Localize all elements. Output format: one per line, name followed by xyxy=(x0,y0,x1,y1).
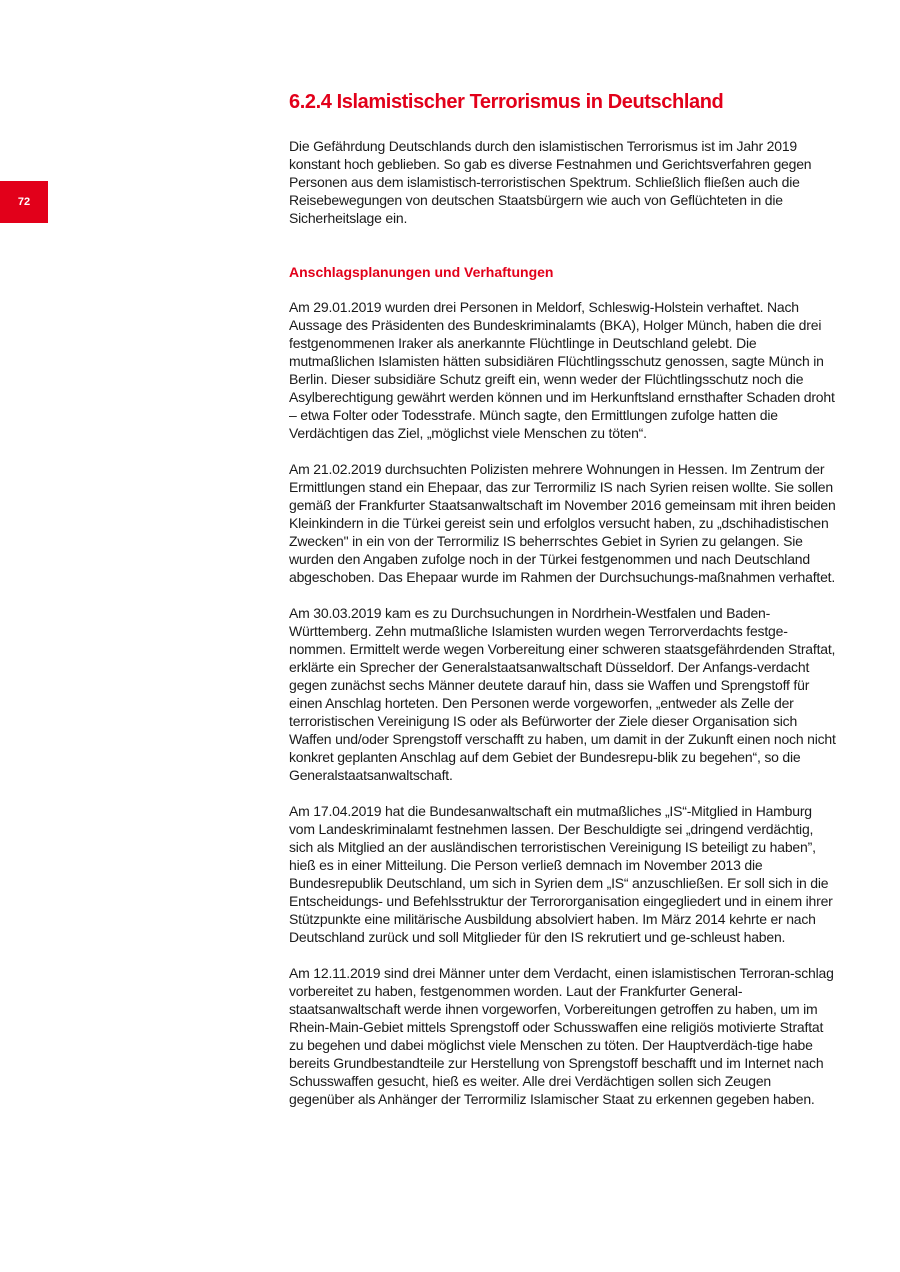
paragraph-search-hessen: Am 21.02.2019 durchsuchten Polizisten mehrere Wohnungen in Hessen. Im Zentrum der Ermittlungen stand ein Ehepaar, das zur Terrormiliz IS nach Syrien reisen wollte. Sie sollen gemäß der Frankfurter Staatsanwaltschaft im November 2016 gemeinsam mit ihren beiden Kleinkindern in die Türkei gereist sein und erfolglos versucht haben, zu „dschihadistischen Zwecken" in ein von der Terrormiliz IS beherrschtes Gebiet in Syrien zu gelangen. Sie wurden den Angaben zufolge noch in der Türkei festgenommen und nach Deutschland abgeschoben. Das Ehepaar wurde im Rahmen der Durchsuchungs-maßnahmen verhaftet. xyxy=(289,461,836,585)
subsection-heading: Anschlagsplanungen und Verhaftungen xyxy=(289,264,554,280)
intro-paragraph: Die Gefährdung Deutschlands durch den islamistischen Terrorismus ist im Jahr 2019 konstant hoch geblieben. So gab es diverse Festnahmen und Gerichtsverfahren gegen Personen aus dem islamistisch-terroristischen Spektrum. Schließlich fließen auch die Reisebewegungen von deutschen Staatsbürgern wie auch von Geflüchteten in die Sicherheitslage ein. xyxy=(289,138,812,226)
page-number-tab xyxy=(0,181,48,223)
section-title: 6.2.4 Islamistischer Terrorismus in Deutschland xyxy=(289,91,724,113)
paragraph-arrest-rhein-main: Am 12.11.2019 sind drei Männer unter dem Verdacht, einen islamistischen Terroran-schlag vorbereitet zu haben, festgenommen worden. Laut der Frankfurter General-staatsanwaltschaft werde ihnen vorgeworfen, Vorbereitungen getroffen zu haben, um im Rhein-Main-Gebiet mittels Sprengstoff oder Schusswaffen eine religiös motivierte Straftat zu begehen und dabei möglichst viele Menschen zu töten. Der Hauptverdäch-tige habe bereits Grundbestandteile zur Herstellung von Sprengstoff beschafft und im Internet nach Schusswaffen gesucht, hieß es weiter. Alle drei Verdächtigen sollen sich Zeugen gegenüber als Anhänger der Terrormiliz Islamischer Staat zu erkennen gegeben haben. xyxy=(289,965,834,1107)
page-number: 72 xyxy=(17,196,31,208)
paragraph-arrest-meldorf: Am 29.01.2019 wurden drei Personen in Meldorf, Schleswig-Holstein verhaftet. Nach Aussage des Präsidenten des Bundeskriminalamts (BKA), Holger Münch, haben die drei festgenommenen Iraker als anerkannte Flüchtlinge in Deutschland gelebt. Die mutmaßlichen Islamisten hätten subsidiären Flüchtlingsschutz genossen, sagte Münch in Berlin. Dieser subsidiäre Schutz greift ein, wenn weder der Flüchtlingsschutz noch die Asylberechtigung gewährt werden können und im Herkunftsland ernsthafter Schaden droht – etwa Folter oder Todesstrafe. Münch sagte, den Ermittlungen zufolge hatten die Verdächtigen das Ziel, „möglichst viele Menschen zu töten“. xyxy=(289,299,835,441)
paragraph-arrest-hamburg: Am 17.04.2019 hat die Bundesanwaltschaft ein mutmaßliches „IS“-Mitglied in Hamburg vom Landeskriminalamt festnehmen lassen. Der Beschuldigte sei „dringend verdächtig, sich als Mitglied an der ausländischen terroristischen Vereinigung IS beteiligt zu haben”, hieß es in einer Mitteilung. Die Person verließ demnach im November 2013 die Bundesrepublik Deutschland, um sich in Syrien dem „IS“ anzuschließen. Er soll sich in die Entscheidungs- und Befehlsstruktur der Terrororganisation eingegliedert und in einem ihrer Stützpunkte eine militärische Ausbildung absolviert haben. Im März 2014 kehrte er nach Deutschland zurück und soll Mitglieder für den IS rekrutiert und ge-schleust haben. xyxy=(289,803,833,945)
paragraph-search-nrw-bw: Am 30.03.2019 kam es zu Durchsuchungen in Nordrhein-Westfalen und Baden-Württemberg. Zehn mutmaßliche Islamisten wurden wegen Terrorverdachts festge-nommen. Ermittelt werde wegen Vorbereitung einer schweren staatsgefährdenden Straftat, erklärte ein Sprecher der Generalstaatsanwaltschaft Düsseldorf. Der Anfangs-verdacht gegen zunächst sechs Männer deutete darauf hin, dass sie Waffen und Sprengstoff für einen Anschlag horteten. Den Personen werde vorgeworfen, „entweder als Zelle der terroristischen Vereinigung IS oder als Befürworter der Ziele dieser Organisation sich Waffen und/oder Sprengstoff verschafft zu haben, um damit in der Zukunft einen noch nicht konkret geplanten Anschlag auf dem Gebiet der Bundesrepu-blik zu begehen“, so die Generalstaatsanwaltschaft. xyxy=(289,605,836,783)
main-content xyxy=(289,88,837,1108)
